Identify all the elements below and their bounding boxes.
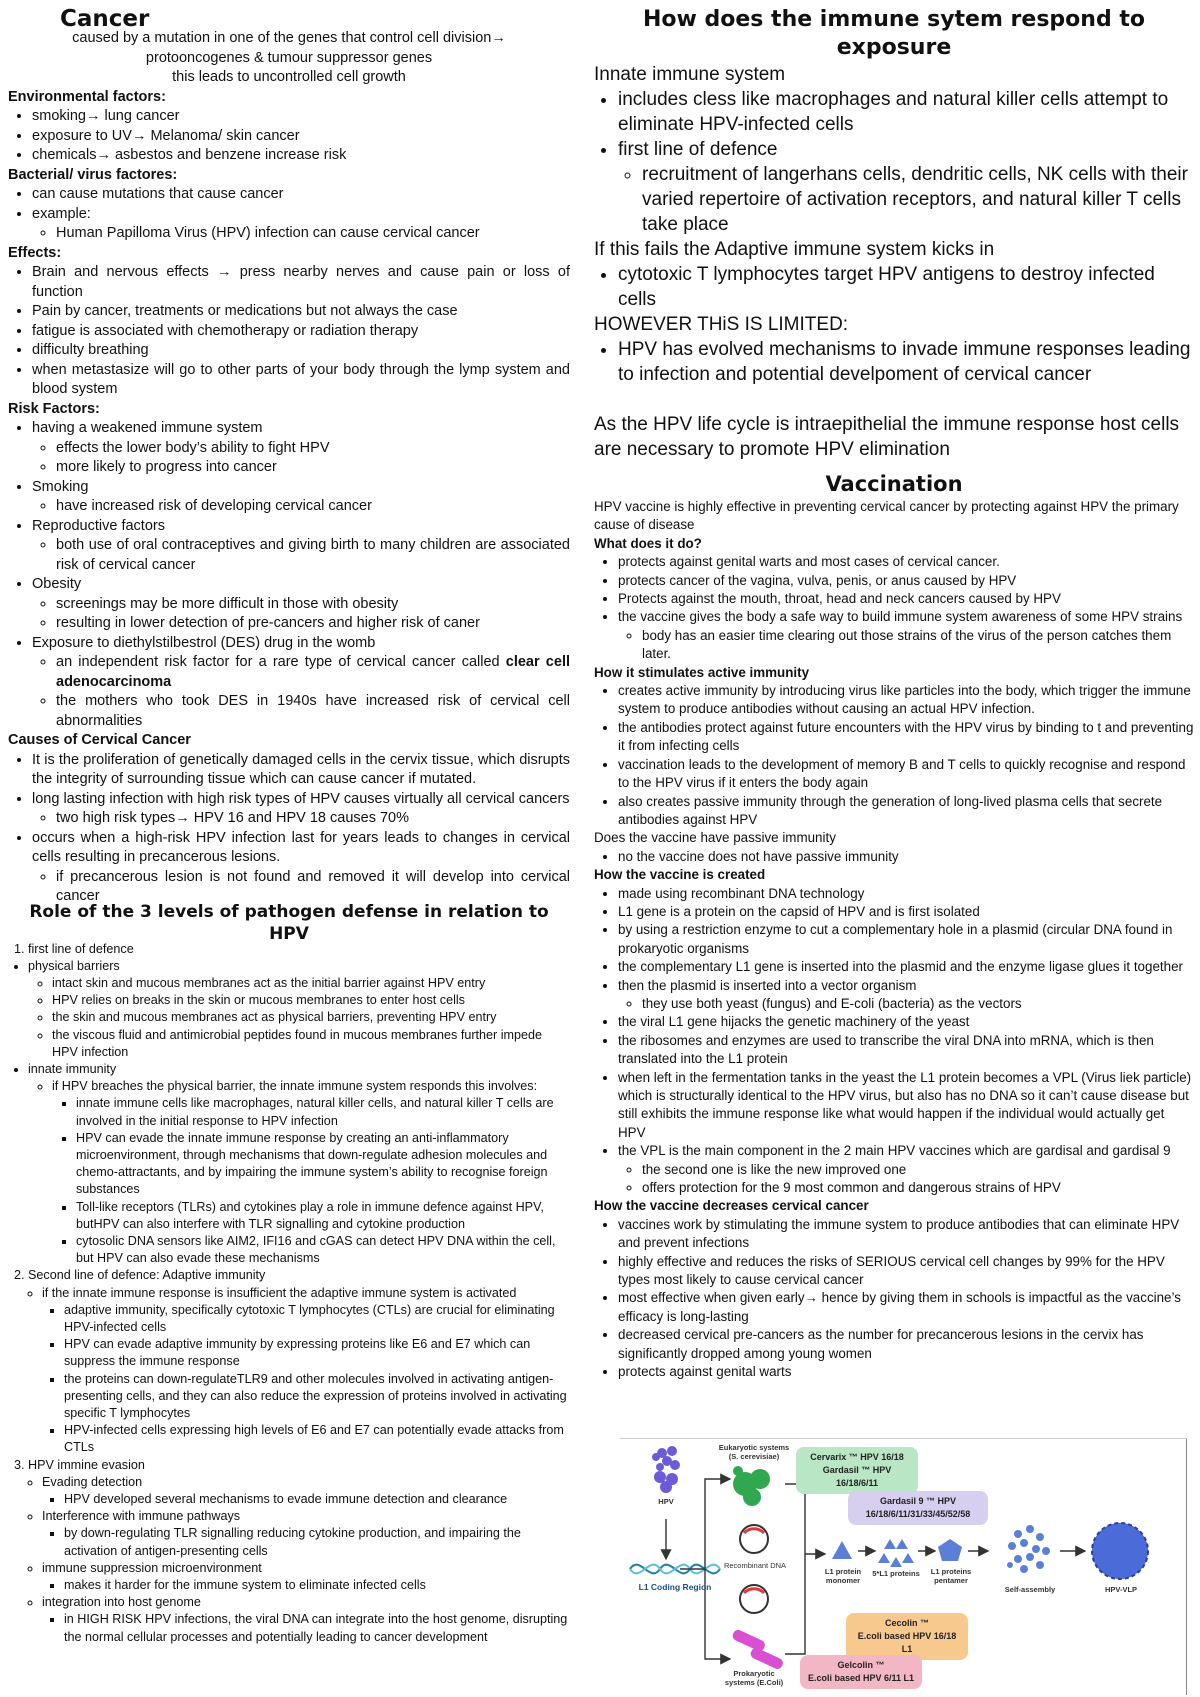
immune-title: How does the immune sytem respond to exposure — [643, 7, 1145, 60]
causes-list — [8, 751, 570, 907]
list-item-text: the VPL is the main component in the 2 main HPV vaccines which are gardisal and gardisal 9 — [618, 1143, 1171, 1159]
list-item: ◦ if precancerous lesion is not found and removed it will develop into cervical cancer — [56, 868, 570, 907]
list-item: • Pain by cancer, treatments or medications but not always the case — [32, 302, 570, 322]
list-item: • exposure to UV→ Melanoma/ skin cancer — [32, 127, 570, 147]
list-item: ◦ they use both yeast (fungus) and E-coli (bacteria) as the vectors — [642, 995, 1194, 1013]
list-item-text: Reproductive factors — [32, 517, 165, 534]
list-item: ◦ offers protection for the 9 most common and dangerous strains of HPV — [642, 1179, 1194, 1197]
eukaryotic-label: Eukaryotic systems (S. cerevisiae) — [718, 1443, 790, 1461]
list-item: ◦ body has an easier time clearing out those strains of the virus of the person catches them later. — [642, 627, 1194, 664]
list-item: • by using a restriction enzyme to cut a complementary hole in a plasmid (circular DNA found in prokaryotic organisms — [618, 921, 1194, 958]
env-heading: Environmental factors: — [8, 88, 166, 105]
cancer-body — [8, 88, 570, 907]
prokaryotic-label: Prokaryotic systems (E.Coli) — [724, 1669, 784, 1687]
risk-heading: Risk Factors: — [8, 400, 100, 417]
list-item — [618, 608, 1194, 663]
list-item — [618, 1142, 1194, 1197]
innate-list — [594, 87, 1194, 237]
l1-coding-label: L1 Coding Region — [638, 1582, 712, 1592]
passive-list — [594, 848, 1194, 866]
list-item: ▪ cytosolic DNA sensors like AIM2, IFI16 and cGAS can detect HPV DNA within the cell, but HPV can also evade these mechanisms — [76, 1233, 570, 1267]
decrease-heading: How the vaccine decreases cervical cancer — [594, 1198, 869, 1214]
risk-list — [8, 419, 570, 731]
list-item-text: innate immunity — [28, 1061, 117, 1076]
five-l1-label: 5*L1 proteins — [872, 1569, 920, 1578]
right-column — [594, 6, 1194, 1382]
box-line: Gelcolin ™ — [837, 1660, 885, 1670]
vaccine-production-diagram — [620, 1438, 1187, 1695]
list-item — [42, 1285, 570, 1457]
list-item-text: physical barriers — [28, 958, 120, 973]
adaptive-list — [594, 262, 1194, 312]
list-item: ◦ effects the lower body’s ability to fight HPV — [56, 439, 570, 459]
list-item-text: an independent risk factor for a rare type of cervical cancer called — [56, 654, 506, 670]
list-item-text: the vaccine gives the body a safe way to build immune system awareness of some HPV strains — [618, 609, 1183, 625]
list-item: • difficulty breathing — [32, 341, 570, 361]
list-item: • the viral L1 gene hijacks the genetic machinery of the yeast — [618, 1013, 1194, 1031]
however-list — [594, 337, 1194, 387]
list-item — [32, 517, 570, 576]
list-item — [32, 478, 570, 517]
list-item: • Protects against the mouth, throat, head and neck cancers caused by HPV — [618, 590, 1194, 608]
list-item-text: first line of defence — [618, 139, 778, 160]
effects-heading: Effects: — [8, 244, 62, 261]
list-item-text: then the plasmid is inserted into a vector organism — [618, 977, 917, 993]
list-item: ◦ screenings may be more difficult in those with obesity — [56, 595, 570, 615]
list-item: ▪ HPV developed several mechanisms to evade immune detection and clearance — [64, 1491, 570, 1508]
list-item: • HPV has evolved mechanisms to invade immune responses leading to infection and potential develpoment of cervical cancer — [618, 337, 1194, 387]
list-item — [28, 1061, 570, 1267]
list-item: • creates active immunity by introducing virus like particles into the body, which trigger the immune system to produce antibodies without causing an actual HPV infection. — [618, 682, 1194, 719]
ecoli-icon — [731, 1628, 784, 1670]
lifecycle-text: As the HPV life cycle is intraepithelial the immune response host cells are necessary to promote HPV elimination — [594, 414, 1180, 460]
list-item-text: first line of defence — [28, 941, 134, 956]
passive-question: Does the vaccine have passive immunity — [594, 830, 836, 846]
list-item: • the complementary L1 gene is inserted into the plasmid and the enzyme ligase glues it together — [618, 958, 1194, 976]
list-item: ◦ the second one is like the new improved one — [642, 1161, 1194, 1179]
intro-line: protooncogenes & tumour suppressor genes — [145, 49, 433, 66]
what-list — [594, 553, 1194, 663]
list-item — [28, 1457, 570, 1646]
list-item: • no the vaccine does not have passive immunity — [618, 848, 1194, 866]
gardasil9-box — [848, 1491, 988, 1525]
list-item: • protects against genital warts — [618, 1363, 1194, 1381]
pentamer-label: L1 proteins pentamer — [930, 1567, 972, 1585]
cervarix-box — [796, 1447, 918, 1494]
list-item: • made using recombinant DNA technology — [618, 885, 1194, 903]
env-list — [8, 107, 570, 166]
box-line: Gardasil 9 ™ HPV — [879, 1496, 957, 1506]
list-item-text: immune suppression microenvironment — [42, 1560, 262, 1575]
recombinant-label: Recombinant DNA — [723, 1561, 787, 1570]
list-item: • the ribosomes and enzymes are used to transcribe the viral DNA into mRNA, which is then translated into the L1 protein — [618, 1032, 1194, 1069]
active-list — [594, 682, 1194, 829]
list-item-text: Smoking — [32, 478, 89, 495]
bold-term: clear cell adenocarcinoma — [56, 654, 570, 690]
list-item: ◦ intact skin and mucous membranes act as the initial barrier against HPV entry — [52, 975, 570, 992]
five-l1-icon — [878, 1539, 914, 1567]
list-item: • decreased cervical pre-cancers as the number for precancerous lesions in the cervix has significantly dropped among young women — [618, 1326, 1194, 1363]
list-item-text: Interference with immune pathways — [42, 1509, 241, 1524]
list-item: • smoking→ lung cancer — [32, 107, 570, 127]
intro-line: caused by a mutation in one of the genes that control cell division→ — [72, 30, 506, 46]
list-item: ▪ the proteins can down-regulateTLR9 and other molecules involved in activating antigen-presenting cells, and they can also reduce the expression of proteins involved in activating specific T lymphocytes — [64, 1371, 570, 1423]
list-item: ◦ the viscous fluid and antimicrobial peptides found in mucous membranes further impede HPV infection — [52, 1027, 570, 1061]
list-item-text: integration into host genome — [42, 1595, 201, 1610]
pentamer-icon — [938, 1539, 962, 1561]
list-item — [42, 1474, 570, 1508]
list-item — [32, 790, 570, 829]
decrease-list — [594, 1216, 1194, 1382]
list-item: • Brain and nervous effects → press nearby nerves and cause pain or loss of function — [32, 263, 570, 302]
defense-first-list — [8, 958, 570, 1268]
adaptive-heading: If this fails the Adaptive immune system kicks in — [594, 239, 995, 260]
list-item — [56, 653, 570, 692]
list-item — [42, 1560, 570, 1594]
list-item: • when metastasize will go to other parts of your body through the lymp system and blood system — [32, 361, 570, 400]
list-item: • cytotoxic T lymphocytes target HPV antigens to destroy infected cells — [618, 262, 1194, 312]
list-item: ◦ both use of oral contraceptives and giving birth to many children are associated risk of cervical cancer — [56, 536, 570, 575]
list-item: ▪ innate immune cells like macrophages, natural killer cells, and natural killer T cells are involved in the initial response to HPV infection — [76, 1095, 570, 1129]
bact-list — [8, 185, 570, 244]
list-item-text: long lasting infection with high risk types of HPV causes virtually all cervical cancers — [32, 790, 570, 807]
list-item: ◦ the mothers who took DES in 1940s have increased risk of cervical cell abnormalities — [56, 692, 570, 731]
list-item-text: Evading detection — [42, 1474, 143, 1489]
list-item: • protects against genital warts and most cases of cervical cancer. — [618, 553, 1194, 571]
list-item: • protects cancer of the vagina, vulva, penis, or anus caused by HPV — [618, 572, 1194, 590]
list-item-text: HPV immine evasion — [28, 1457, 145, 1472]
list-item: ▪ HPV-infected cells expressing high levels of E6 and E7 can potentially evade attacks from CTLs — [64, 1422, 570, 1456]
list-item-text: having a weakened immune system — [32, 420, 263, 436]
list-item: ▪ HPV can evade the innate immune response by creating an anti-inflammatory microenvironment, through mechanisms that down-regulate adhesion molecules and chemo-attractants, and by impairing the immune system’s ability to recognise foreign substances — [76, 1130, 570, 1199]
cancer-intro — [8, 29, 570, 88]
list-item: ◦ resulting in lower detection of pre-cancers and higher risk of caner — [56, 614, 570, 634]
hpv-label: HPV — [658, 1497, 674, 1506]
list-item: ◦ HPV relies on breaks in the skin or mucous membranes to enter host cells — [52, 992, 570, 1009]
arrow — [680, 1479, 730, 1569]
list-item — [42, 1594, 570, 1646]
list-item: • chemicals→ asbestos and benzene increase risk — [32, 146, 570, 166]
immune-body — [594, 62, 1194, 462]
box-line: 16/18/6/11/31/33/45/52/58 — [865, 1509, 971, 1519]
list-item: • highly effective and reduces the risks of SERIOUS cervical cell changes by 99% for the HPV types most likely to cause cervical cancer — [618, 1253, 1194, 1290]
list-item: • fatigue is associated with chemotherapy or radiation therapy — [32, 322, 570, 342]
list-item: ◦ the skin and mucous membranes act as physical barriers, preventing HPV entry — [52, 1009, 570, 1026]
list-item — [28, 958, 570, 1061]
list-item: • includes cless like macrophages and natural killer cells attempt to eliminate HPV-infected cells — [618, 87, 1194, 137]
list-item: ▪ makes it harder for the immune system to eliminate infected cells — [64, 1577, 570, 1594]
list-item — [42, 1508, 570, 1560]
list-item — [52, 1078, 570, 1267]
cancer-title: Cancer — [60, 6, 150, 32]
list-item: ▪ adaptive immunity, specifically cytotoxic T lymphocytes (CTLs) are crucial for eliminating HPV-infected cells — [64, 1302, 570, 1336]
list-item-text: if the innate immune response is insufficient the adaptive immune system is activated — [42, 1285, 517, 1300]
list-item-text: Exposure to diethylstilbestrol (DES) drug in the womb — [32, 634, 376, 651]
gelcolin-box — [800, 1655, 922, 1689]
self-assembly-icon — [1007, 1525, 1050, 1573]
list-item-text: if HPV breaches the physical barrier, the innate immune system responds this involves: — [52, 1079, 538, 1094]
list-item: • most effective when given early→ hence by giving them in schools is impactful as the vaccine’s efficacy is long-lasting — [618, 1289, 1194, 1326]
however-heading: HOWEVER THiS IS LIMITED: — [594, 314, 849, 335]
list-item — [28, 1267, 570, 1456]
list-item-text: Obesity — [32, 576, 82, 592]
list-item — [32, 829, 570, 907]
active-heading: How it stimulates active immunity — [594, 664, 810, 680]
list-item: ▪ by down-regulating TLR signalling reducing cytokine production, and impairing the activation of antigen-presenting cells — [64, 1525, 570, 1559]
list-item: ◦ recruitment of langerhans cells, dendritic cells, NK cells with their varied repertoire of activation receptors, and natural killer T cells take place — [642, 162, 1194, 237]
box-line: Cervarix ™ HPV 16/18 — [810, 1452, 904, 1462]
list-item: • L1 gene is a protein on the capsid of HPV and is first isolated — [618, 903, 1194, 921]
list-item — [32, 634, 570, 732]
created-heading: How the vaccine is created — [594, 867, 766, 883]
hpv-virus-icon — [652, 1446, 680, 1493]
dna-helix-icon — [630, 1565, 720, 1574]
list-item-text: Second line of defence: Adaptive immunity — [28, 1268, 266, 1283]
list-item: ◦ Human Papilloma Virus (HPV) infection can cause cervical cancer — [56, 224, 570, 244]
box-line: Gardasil ™ HPV 16/18/6/11 — [822, 1465, 892, 1488]
list-item: ◦ have increased risk of developing cervical cancer — [56, 497, 570, 517]
list-item: • also creates passive immunity through the generation of long-lived plasma cells that secrete antibodies against HPV — [618, 793, 1194, 830]
vlp-label: HPV-VLP — [1104, 1585, 1138, 1594]
list-item — [32, 575, 570, 634]
vaccination-body — [594, 498, 1194, 1382]
yeast-cells-icon — [733, 1466, 770, 1506]
self-assembly-label: Self-assembly — [1004, 1585, 1056, 1594]
vacc-intro: HPV vaccine is highly effective in preventing cervical cancer by protecting against HPV the primary cause of disease — [594, 499, 1179, 533]
intro-line: this leads to uncontrolled cell growth — [172, 69, 406, 85]
list-item: • vaccination leads to the development of memory B and T cells to quickly recognise and respond to the HPV virus if it enters the body again — [618, 756, 1194, 793]
list-item: ▪ in HIGH RISK HPV infections, the viral DNA can integrate into the host genome, disrupting the normal cellular processes and potentially leading to cancer development — [64, 1611, 570, 1645]
effects-list — [8, 263, 570, 400]
box-line: E.coli based HPV 6/11 L1 — [807, 1673, 915, 1683]
list-item: ▪ HPV can evade adaptive immunity by expressing proteins like E6 and E7 which can suppress the immune response — [64, 1336, 570, 1370]
cecolin-box — [846, 1613, 968, 1660]
what-heading: What does it do? — [594, 535, 702, 551]
list-item — [32, 205, 570, 244]
causes-heading: Causes of Cervical Cancer — [8, 732, 191, 748]
list-item — [618, 137, 1194, 237]
list-item: ▪ Toll-like receptors (TLRs) and cytokines play a role in immune defence against HPV, butHPV can also interfere with TLR signalling and cytokine production — [76, 1199, 570, 1233]
role-title: Role of the 3 levels of pathogen defense in relation to HPV — [29, 901, 549, 944]
bact-heading: Bacterial/ virus factores: — [8, 166, 178, 183]
list-item: • when left in the fermentation tanks in the yeast the L1 protein becomes a VPL (Virus liek particle) which is structurally identical to the HPV virus, but also has no DNA so it can’t cause disease but still exhibits the immune response like what would happen if the individual would actually get HPV — [618, 1069, 1194, 1143]
vaccination-title: Vaccination — [825, 472, 963, 496]
monomer-label: L1 protein monomer — [824, 1567, 862, 1585]
list-item: • vaccines work by stimulating the immune system to produce antibodies that can eliminate HPV and prevent infections — [618, 1216, 1194, 1253]
box-line: Cecolin ™ — [884, 1618, 929, 1628]
list-item-text: occurs when a high-risk HPV infection last for years leads to changes in cervical cells resulting in precancerous lesions. — [32, 829, 570, 865]
left-column — [8, 6, 570, 1646]
innate-heading: Innate immune system — [594, 64, 786, 85]
defense-levels — [8, 941, 570, 1646]
list-item: • can cause mutations that cause cancer — [32, 185, 570, 205]
defense-list-2 — [8, 1267, 570, 1645]
list-item: • It is the proliferation of genetically damaged cells in the cervix tissue, which disrupts the integrity of surrounding tissue which can cause cancer if mutated. — [32, 751, 570, 790]
list-item — [32, 419, 570, 478]
list-item: ◦ more likely to progress into cancer — [56, 458, 570, 478]
monomer-icon — [832, 1541, 852, 1559]
list-item: • the antibodies protect against future encounters with the HPV virus by binding to t and preventing it from infecting cells — [618, 719, 1194, 756]
list-item: ◦ two high risk types→ HPV 16 and HPV 18 causes 70% — [56, 809, 570, 829]
box-line: E.coli based HPV 16/18 L1 — [857, 1631, 957, 1654]
created-list — [594, 885, 1194, 1198]
list-item-text: example: — [32, 205, 91, 222]
list-item — [618, 977, 1194, 1014]
